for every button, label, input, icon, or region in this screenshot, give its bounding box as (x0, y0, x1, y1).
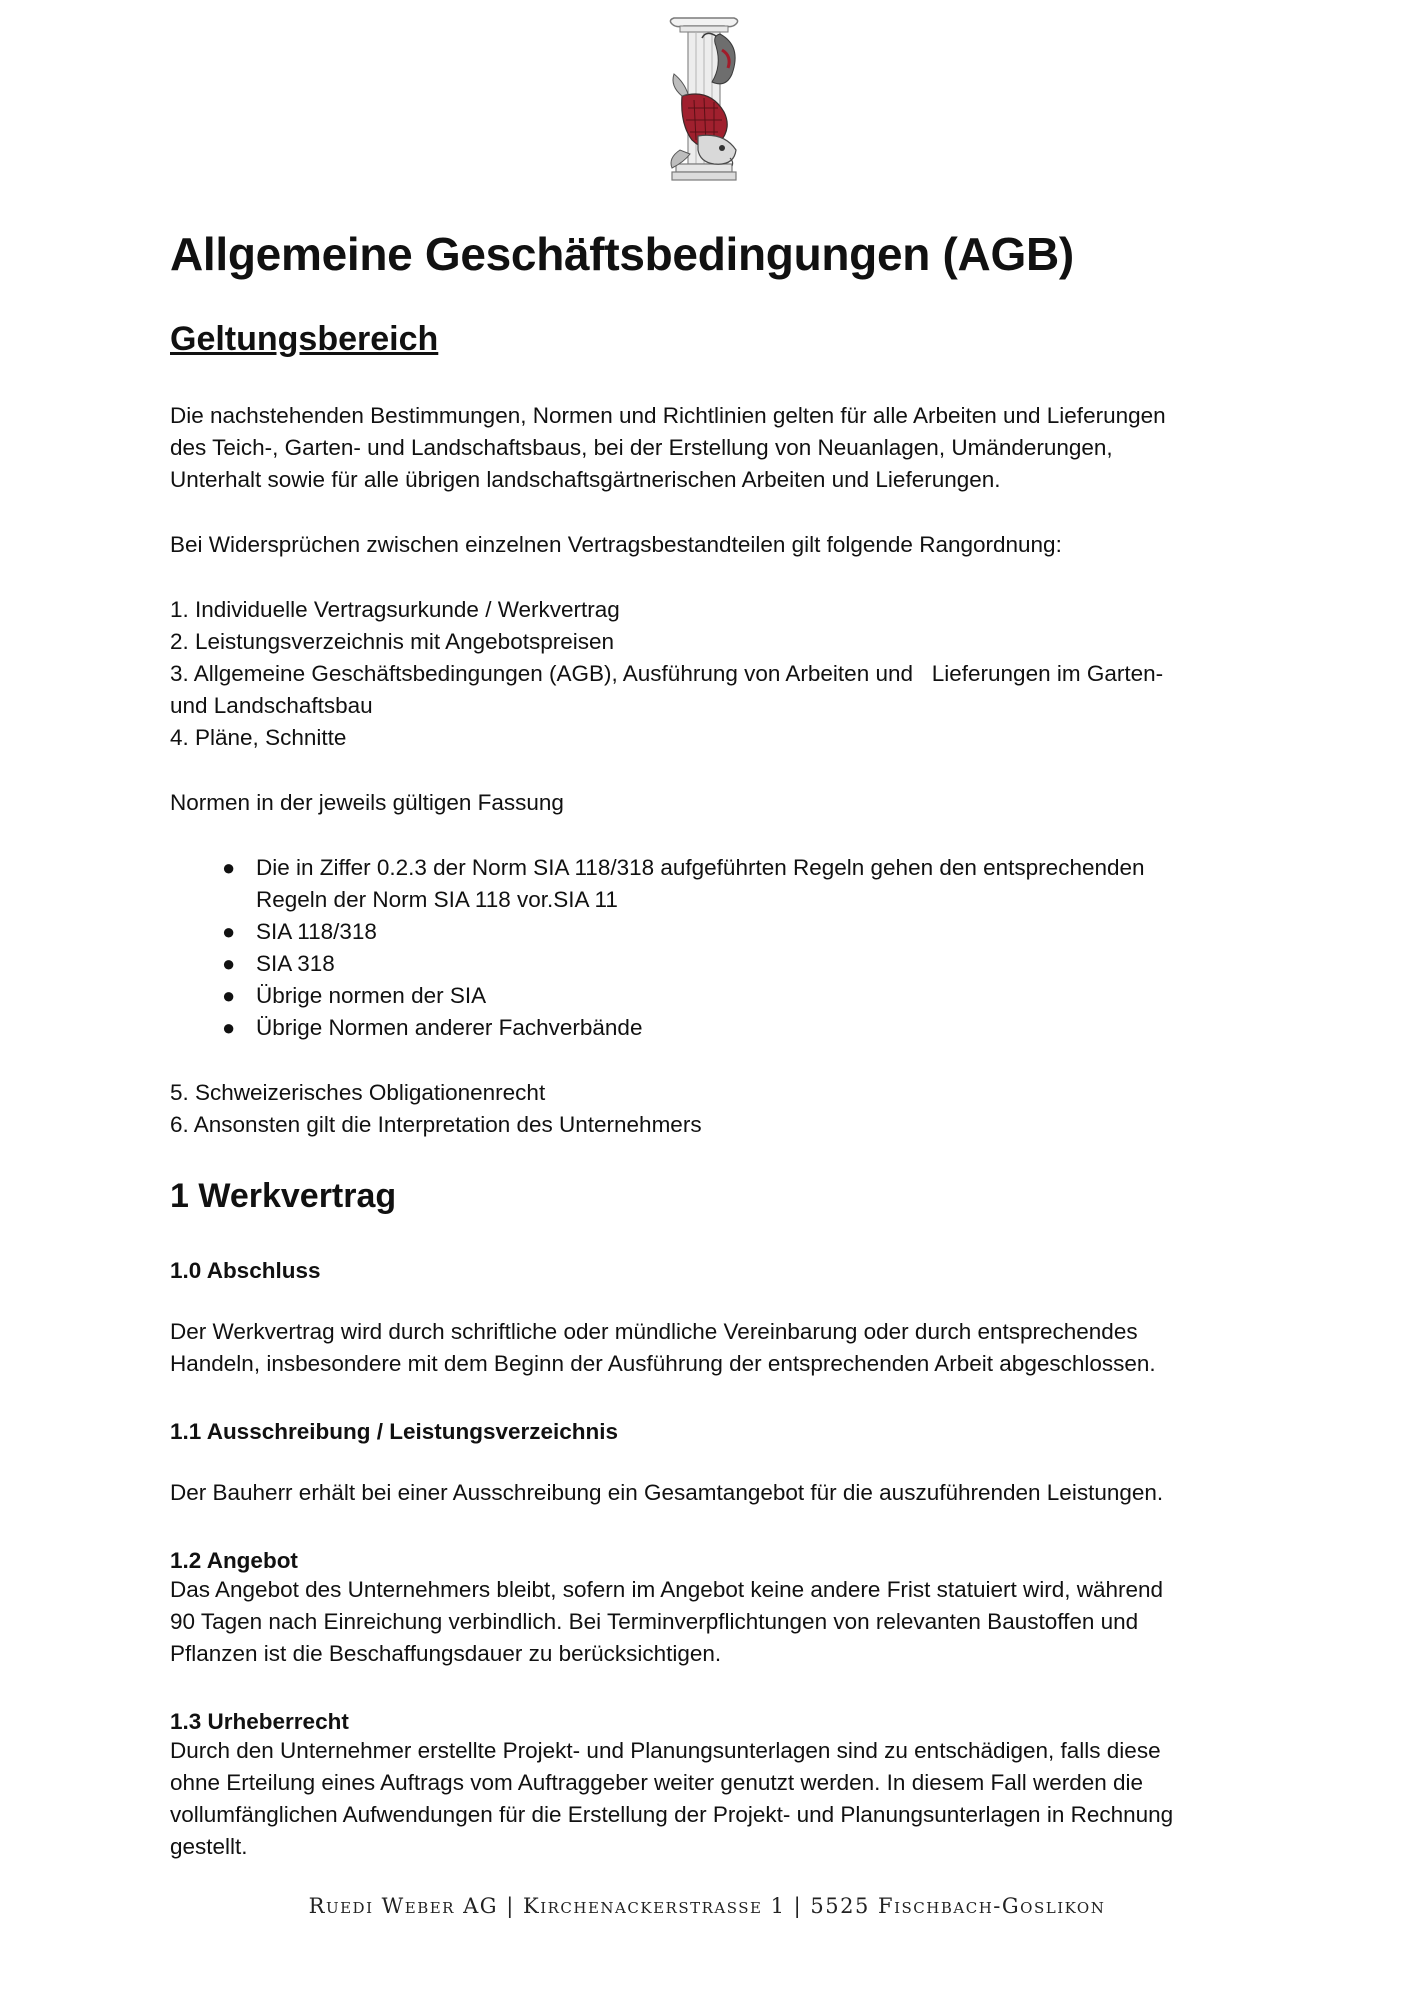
priority-item: 6. Ansonsten gilt die Interpretation des Unternehmers (170, 1112, 702, 1137)
section-heading-scope: Geltungsbereich (170, 320, 439, 358)
paragraph-line: Das Angebot des Unternehmers bleibt, sofern im Angebot keine andere Frist statuiert wird, während (170, 1577, 1164, 1602)
priority-item: 2. Leistungsverzeichnis mit Angebotspreisen (170, 629, 615, 654)
paragraph-line: 90 Tagen nach Einreichung verbindlich. Bei Terminverpflichtungen von relevanten Baustoffen und (170, 1609, 1139, 1634)
paragraph-line: vollumfänglichen Aufwendungen für die Erstellung der Projekt- und Planungsunterlagen in Rechnung (170, 1802, 1174, 1827)
scope-intro-line: Unterhalt sowie für alle übrigen landschaftsgärtnerischen Arbeiten und Lieferungen. (170, 467, 1001, 492)
subsection-heading-urheberrecht: 1.3 Urheberrecht (170, 1709, 349, 1734)
bullet-icon: ● (222, 1015, 236, 1040)
subsection-heading-abschluss: 1.0 Abschluss (170, 1258, 321, 1283)
norms-bullet: Die in Ziffer 0.2.3 der Norm SIA 118/318 aufgeführten Regeln gehen den entsprechenden (256, 855, 1145, 880)
subsection-heading-angebot: 1.2 Angebot (170, 1548, 298, 1573)
paragraph-line: Pflanzen ist die Beschaffungsdauer zu berücksichtigen. (170, 1641, 722, 1666)
norms-bullet: Übrige normen der SIA (256, 983, 487, 1008)
priority-intro: Bei Widersprüchen zwischen einzelnen Vertragsbestandteilen gilt folgende Rangordnung: (170, 532, 1062, 557)
paragraph-line: Der Bauherr erhält bei einer Ausschreibung ein Gesamtangebot für die auszuführenden Leistungen. (170, 1480, 1164, 1505)
subsection-heading-ausschreibung: 1.1 Ausschreibung / Leistungsverzeichnis (170, 1419, 619, 1444)
priority-item: 3. Allgemeine Geschäftsbedingungen (AGB), Ausführung von Arbeiten und Lieferungen im Garten- (170, 661, 1164, 686)
paragraph-line: Der Werkvertrag wird durch schriftliche oder mündliche Vereinbarung oder durch entsprechendes (170, 1319, 1138, 1344)
scope-intro-line: Die nachstehenden Bestimmungen, Normen und Richtlinien gelten für alle Arbeiten und Lieferungen (170, 403, 1166, 428)
norms-bullet: SIA 318 (256, 951, 335, 976)
paragraph-line: Handeln, insbesondere mit dem Beginn der Ausführung der entsprechenden Arbeit abgeschlossen. (170, 1351, 1156, 1376)
paragraph-line: ohne Erteilung eines Auftrags vom Auftraggeber weiter genutzt werden. In diesem Fall werden die (170, 1770, 1144, 1795)
company-logo-icon (662, 16, 746, 184)
bullet-icon: ● (222, 855, 236, 880)
page-title: Allgemeine Geschäftsbedingungen (AGB) (170, 228, 1074, 280)
paragraph-line: gestellt. (170, 1834, 248, 1859)
norms-bullet: SIA 118/318 (256, 919, 377, 944)
priority-item: und Landschaftsbau (170, 693, 373, 718)
priority-item: 1. Individuelle Vertragsurkunde / Werkvertrag (170, 597, 620, 622)
bullet-icon: ● (222, 983, 236, 1008)
norms-intro: Normen in der jeweils gültigen Fassung (170, 790, 564, 815)
priority-item: 5. Schweizerisches Obligationenrecht (170, 1080, 546, 1105)
norms-bullet: Übrige Normen anderer Fachverbände (256, 1015, 643, 1040)
bullet-icon: ● (222, 951, 236, 976)
priority-item: 4. Pläne, Schnitte (170, 725, 347, 750)
section-heading-werkvertrag: 1 Werkvertrag (170, 1177, 397, 1215)
scope-intro-line: des Teich-, Garten- und Landschaftsbaus, bei der Erstellung von Neuanlagen, Umänderungen, (170, 435, 1113, 460)
bullet-icon: ● (222, 919, 236, 944)
paragraph-line: Durch den Unternehmer erstellte Projekt- und Planungsunterlagen sind zu entschädigen, falls diese (170, 1738, 1161, 1763)
page-footer: Ruedi Weber AG | Kirchenackerstrasse 1 | 5525 Fischbach-Goslikon (308, 1894, 1106, 1918)
norms-bullet-cont: Regeln der Norm SIA 118 vor.SIA 11 (256, 887, 618, 912)
